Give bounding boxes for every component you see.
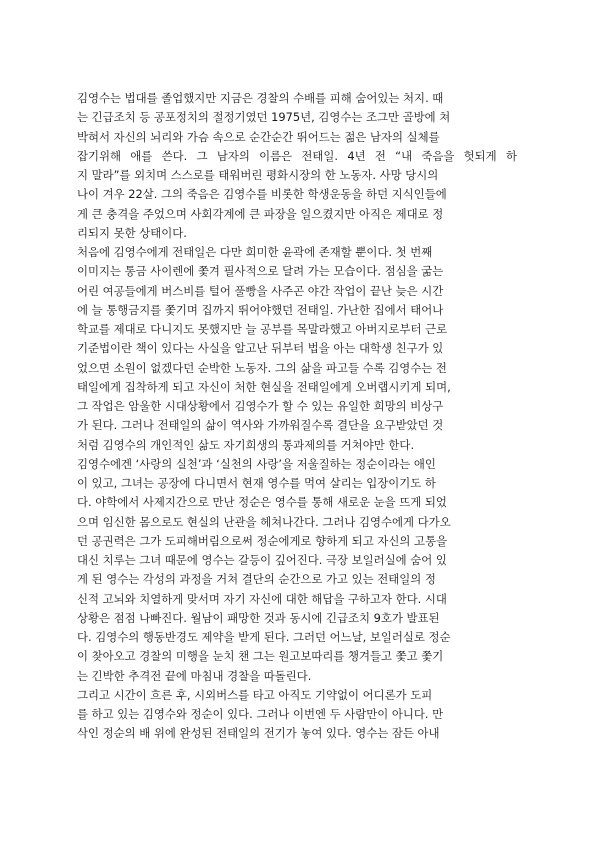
text-line: 가 된다. 그러나 전태일의 삶이 역사와 가까워질수록 결단을 요구받았던 것 <box>77 418 444 433</box>
text-line: 던 공권력은 그가 도피해버림으로써 정순에게로 향하게 되고 자신의 고통을 <box>77 533 448 548</box>
text-line: 처음에 김영수에게 전태일은 다만 희미한 윤곽에 존재할 뿐이다. 첫 번째 <box>77 245 433 259</box>
text-line: 박혀서 자신의 뇌리와 가슴 속으로 순간순간 뛰어드는 젊은 남자의 실체를 <box>77 129 440 144</box>
paragraph <box>77 455 517 686</box>
text-line: 신적 고뇌와 치열하게 맞서며 자기 자신에 대한 해답을 구하고자 한다. 시대 <box>77 591 447 606</box>
body-text <box>77 89 517 744</box>
text-line: 이 찾아오고 경찰의 미행을 눈치 챈 그는 원고보따리를 챙겨들고 쫓고 쫓기 <box>77 649 444 664</box>
text-line: 나이 겨우 22살. 그의 죽음은 김영수를 비롯한 학생운동을 하던 지식인들에 <box>77 187 447 202</box>
text-line: 이 있고, 그녀는 공장에 다니면서 현재 영수를 먹여 살리는 입장이기도 하 <box>77 476 436 490</box>
text-line: 으며 임신한 몸으로도 현실의 난관을 헤쳐나간다. 그러나 김영수에게 다가오 <box>77 514 451 529</box>
text-line: 지 말라”를 외치며 스스로를 태워버린 평화시장의 한 노동자. 사망 당시의 <box>77 168 439 182</box>
text-line: 학교를 제대로 다니지도 못했지만 늘 공부를 목말라했고 아버지로부터 근로 <box>77 322 448 336</box>
text-line: 를 하고 있는 김영수와 정순이 있다. 그러나 이번엔 두 사람만이 아니다. 만 <box>77 707 444 721</box>
text-line: 어린 여공들에게 버스비를 털어 풀빵을 사주곤 야간 작업이 끝난 늦은 시간 <box>77 283 444 298</box>
paragraph <box>77 686 517 744</box>
text-line: 는 긴박한 추격전 끝에 마침내 경찰을 따돌린다. <box>77 668 312 683</box>
paragraph <box>77 243 517 455</box>
text-line: 게 큰 충격을 주었으며 사회각계에 큰 파장을 일으켰지만 아직은 제대로 정 <box>77 206 444 221</box>
text-line: 게 된 영수는 각성의 과정을 거쳐 결단의 순간으로 가고 있는 전태일의 정 <box>77 572 436 587</box>
text-line: 잡기위해 애를 쓴다. 그 남자의 이름은 전태일. 4년 전 “내 죽음을 헛되게 하 <box>77 148 517 163</box>
text-line: 에 늘 통행금지를 쫓기며 집까지 뛰어야했던 전태일. 가난한 집에서 태어나 <box>77 302 444 317</box>
text-line: 김영수는 법대를 졸업했지만 지금은 경찰의 수배를 피해 숨어있는 처지. 때 <box>77 91 444 105</box>
text-line: 기준법이란 책이 있다는 사실을 알고난 뒤부터 법을 아는 대학생 친구가 있 <box>77 341 444 356</box>
text-line: 대신 치루는 그녀 때문에 영수는 갈등이 깊어진다. 극장 보일러실에 숨어 있 <box>77 553 447 567</box>
paragraph <box>77 89 517 243</box>
text-line: 처럼 김영수의 개인적인 삶도 자기희생의 통과제의를 거쳐야만 한다. <box>77 437 415 452</box>
text-line: 다. 김영수의 행동반경도 제약을 받게 된다. 그러던 어느날, 보일러실로 정순 <box>77 630 451 644</box>
text-line: 삭인 정순의 배 위에 완성된 전태일의 전기가 놓여 있다. 영수는 잠든 아내 <box>77 726 440 741</box>
text-line: 이미지는 통금 사이렌에 쫓겨 필사적으로 달려 가는 모습이다. 점심을 굶는 <box>77 264 444 279</box>
text-line: 었으면 소원이 없겠다던 순박한 노동자. 그의 삶을 파고들 수록 김영수는 전 <box>77 360 447 375</box>
text-line: 그리고 시간이 흐른 후, 시외버스를 타고 아직도 기약없이 어디론가 도피 <box>77 687 433 702</box>
text-line: 다. 야학에서 사제지간으로 만난 정순은 영수를 통해 새로운 눈을 뜨게 되었 <box>77 495 447 510</box>
text-line: 김영수에겐 ‘사랑의 실천’과 ‘실천의 사랑’을 저울질하는 정순이라는 애인 <box>77 456 436 471</box>
text-line: 상황은 점점 나빠진다. 월남이 패망한 것과 동시에 긴급조치 9호가 발표된 <box>77 610 440 625</box>
text-line: 태일에게 집착하게 되고 자신이 처한 현실을 전태일에게 오버랩시키게 되며, <box>77 379 451 394</box>
text-line: 그 작업은 암울한 시대상황에서 김영수가 할 수 있는 유일한 희망의 비상구 <box>77 399 444 413</box>
text-line: 리되지 못한 상태이다. <box>77 225 187 240</box>
text-line: 는 긴급조치 등 공포정치의 절정기였던 1975년, 김영수는 조그만 골방에 쳐 <box>77 110 451 125</box>
